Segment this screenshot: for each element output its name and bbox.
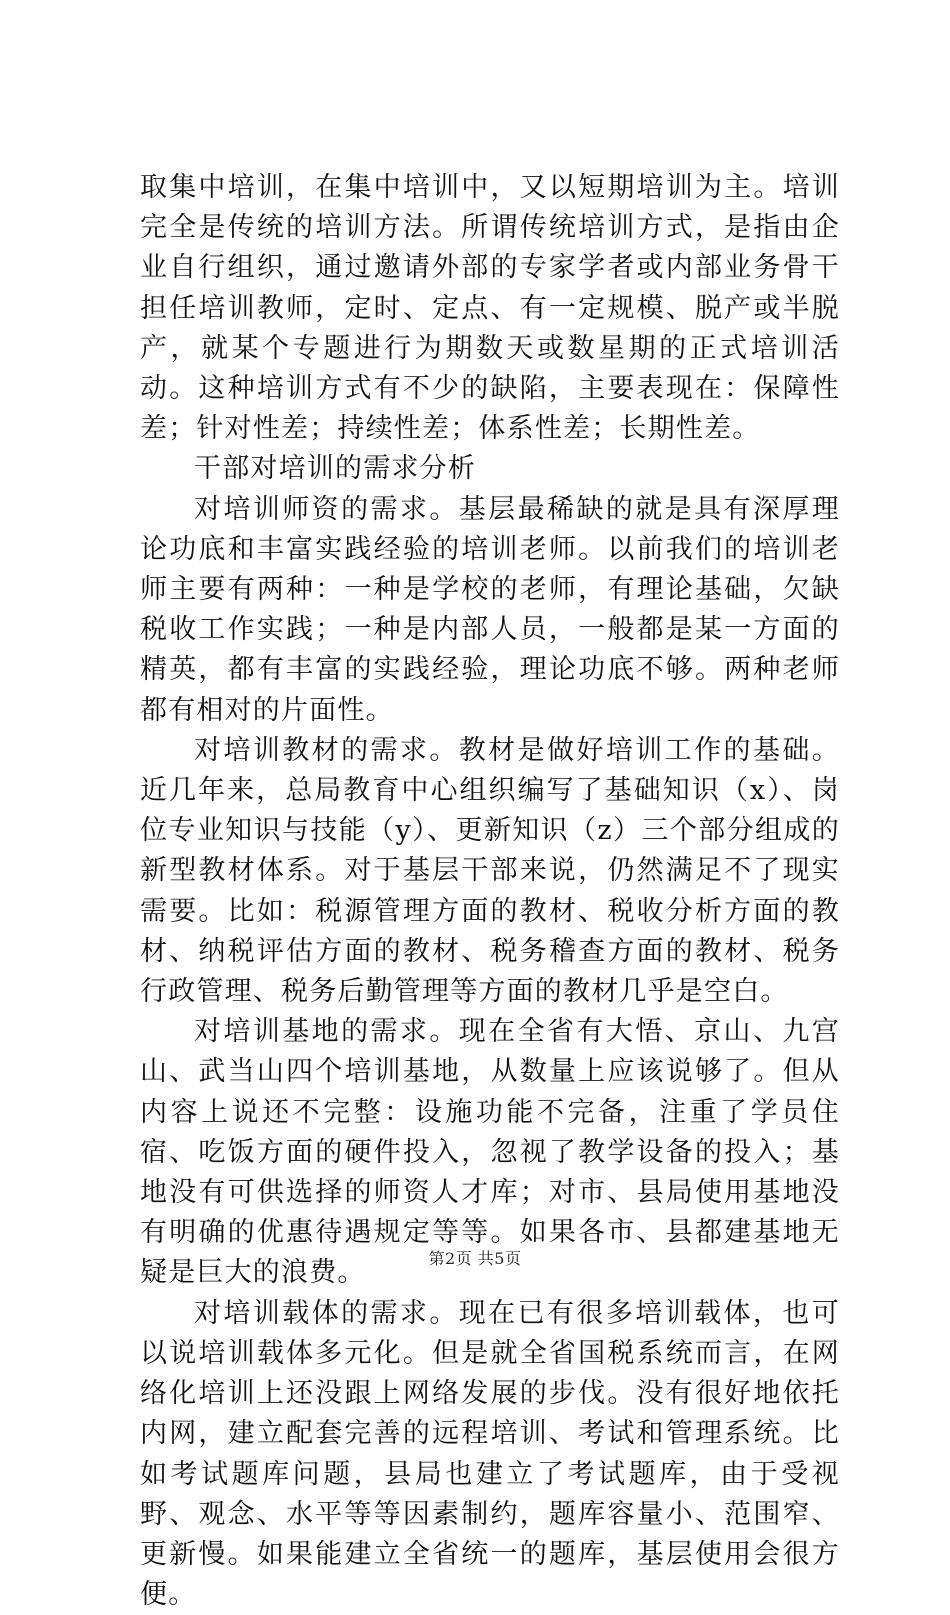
document-body — [140, 168, 840, 1615]
section-heading: 干部对培训的需求分析 — [194, 453, 476, 485]
paragraph-bases: 对培训基地的需求。现在全省有大悟、京山、九宫山、武当山四个培训基地，从数量上应该说够了。但从内容上说还不完整：设施功能不完备，注重了学员住宿、吃饭方面的硬件投入，忽视了教学设备的投入；基地没有可供选择的师资人才库；对市、县局使用基地没有明确的优惠待遇规定等等。如果各市、县都建基地无疑是巨大的浪费。 — [140, 1016, 840, 1289]
paragraph-carriers: 对培训载体的需求。现在已有很多培训载体，也可以说培训载体多元化。但是就全省国税系统而言，在网络化培训上还没跟上网络发展的步伐。没有很好地依托内网，建立配套完善的远程培训、考试和管理系统。比如考试题库问题，县局也建立了考试题库，由于受视野、观念、水平等等因素制约，题库容量小、范围窄、更新慢。如果能建立全省统一的题库，基层使用会很方便。 — [140, 1297, 840, 1611]
paragraph-intro: 取集中培训，在集中培训中，又以短期培训为主。培训完全是传统的培训方法。所谓传统培训方式，是指由企业自行组织，通过邀请外部的专家学者或内部业务骨干担任培训教师，定时、定点、有一定规模、脱产或半脱产，就某个专题进行为期数天或数星期的正式培训活动。这种培训方式有不少的缺陷，主要表现在：保障性差；针对性差；持续性差；体系性差；长期性差。 — [140, 172, 840, 445]
paragraph-materials: 对培训教材的需求。教材是做好培训工作的基础。近几年来，总局教育中心组织编写了基础知识（x）、岗位专业知识与技能（y）、更新知识（z）三个部分组成的新型教材体系。对于基层干部来说，仍然满足不了现实需要。比如：税源管理方面的教材、税收分析方面的教材、纳税评估方面的教材、税务稽查方面的教材、税务行政管理、税务后勤管理等方面的教材几乎是空白。 — [140, 734, 840, 1008]
paragraph-teachers: 对培训师资的需求。基层最稀缺的就是具有深厚理论功底和丰富实践经验的培训老师。以前我们的培训老师主要有两种：一种是学校的老师，有理论基础，欠缺税收工作实践；一种是内部人员，一般都是某一方面的精英，都有丰富的实践经验，理论功底不够。两种老师都有相对的片面性。 — [140, 493, 840, 726]
page-number: 第2页 共5页 — [428, 1249, 522, 1268]
